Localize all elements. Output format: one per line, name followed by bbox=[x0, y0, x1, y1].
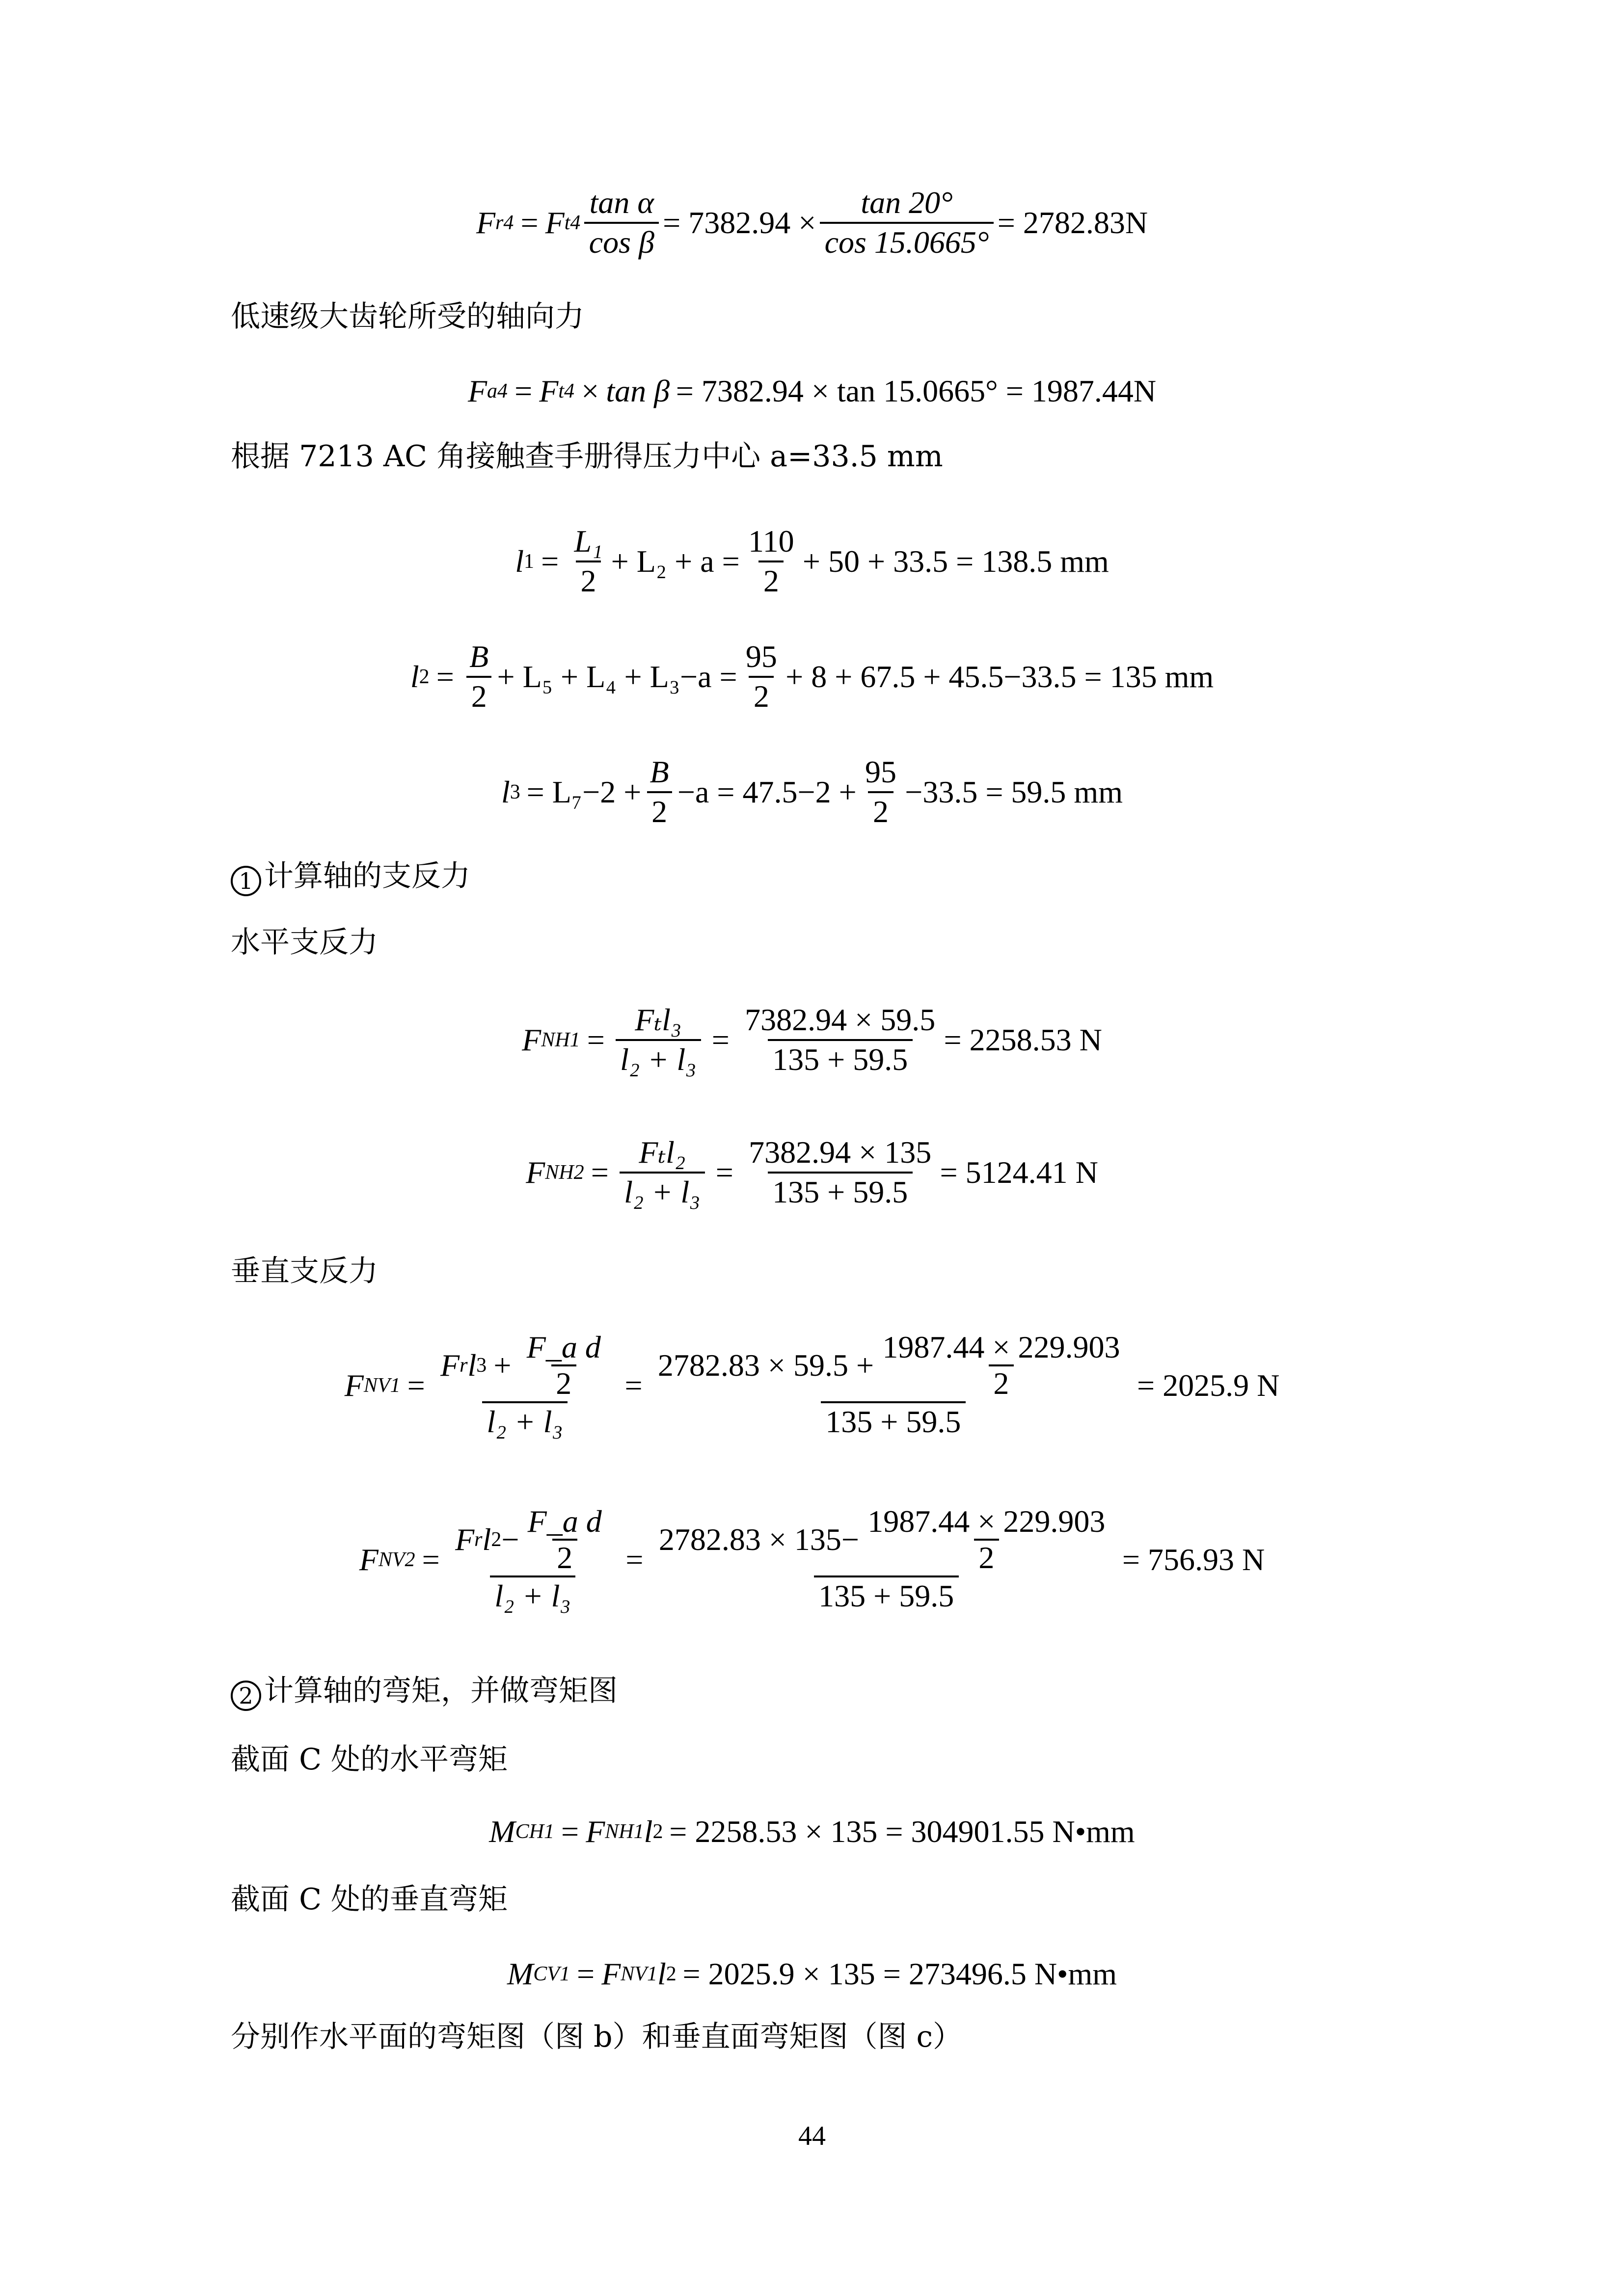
text-vertical-reaction: 垂直支反力 bbox=[231, 1254, 378, 1288]
eq8-den-b: 135 + 59.5 bbox=[821, 1401, 966, 1441]
eq3-result: + 50 + 33.5 = 138.5 mm bbox=[802, 544, 1109, 579]
eq4-result: + 8 + 67.5 + 45.5−33.5 = 135 mm bbox=[785, 659, 1214, 694]
eq4-mid: + L₅ + L₄ + L₃−a = bbox=[497, 659, 737, 694]
equation-l2: l 2 = $\frac{B}{2}$ + L₅ + L₄ + L₃−a = $\frac{95}{2}$ + 8 + 67.5 + 45.5−33.5 = 135 mm bbox=[0, 638, 1624, 716]
eq1-result: = 2782.83N bbox=[997, 205, 1148, 240]
eq6-num-a: Fₜl₃ bbox=[635, 1002, 682, 1037]
eq9-result: = 756.93 N bbox=[1122, 1542, 1265, 1577]
eq6-den-b: 135 + 59.5 bbox=[768, 1039, 913, 1079]
eq6-num-b: 7382.94 × 59.5 bbox=[745, 1002, 936, 1037]
eq8-den-a: l₂ + l₃ bbox=[482, 1401, 568, 1441]
equation-fnh2: F NH2 = $\frac{\text{Fₜl₂}}{\text{l₂ + l₃}}$ = $\frac{7382.94 \times 135}{135 + 59.5}$ = 5124.41 N bbox=[0, 1134, 1624, 1211]
eq5-den-a: 2 bbox=[647, 791, 672, 831]
eq8-num-b-pre: 2782.83 × 59.5 + bbox=[657, 1347, 874, 1383]
eq8-result: = 2025.9 N bbox=[1137, 1367, 1280, 1403]
eq1-mid: = 7382.94 × bbox=[663, 205, 816, 240]
eq3-mid: + L₂ + a = bbox=[611, 544, 740, 579]
equation-fa4: F a4 = F t4 × tan β = 7382.94 × tan 15.0665° = 1987.44N bbox=[467, 374, 1157, 408]
eq3-num-b: 110 bbox=[748, 524, 794, 559]
eq9-inner-den-b: 2 bbox=[974, 1539, 999, 1575]
eq3-num-a: L₁ bbox=[574, 524, 603, 559]
eq9-den-b: 135 + 59.5 bbox=[814, 1575, 959, 1615]
eq8-inner-num: F_a d bbox=[526, 1330, 601, 1364]
circled-number-2: 2 bbox=[231, 1681, 261, 1711]
equation-fr4: F r4 = F t4 $\frac{\text{tan α}}{\text{cos β}}$ = 7382.94 × $\frac{\tan 20^\circ}{\cos 15.0665^\circ}$ = 2782.83N bbox=[0, 184, 1624, 262]
eq4-num-a: B bbox=[469, 639, 489, 674]
text-diagram-note: 分别作水平面的弯矩图（图 b）和垂直面弯矩图（图 c） bbox=[231, 2020, 963, 2054]
eq3-den-a: 2 bbox=[576, 561, 601, 600]
equation-fnh1: F NH1 = $\frac{\text{Fₜl₃}}{\text{l₂ + l₃}}$ = $\frac{7382.94 \times 59.5}{135 + 59.5}$ = 2258.53 N bbox=[0, 1001, 1624, 1079]
equation-l1: l 1 = $\frac{\text{L₁}}{2}$ + L₂ + a = $\frac{110}{2}$ + 50 + 33.5 = 138.5 mm bbox=[0, 523, 1624, 600]
section-bending-moment bbox=[231, 1676, 618, 1711]
eq4-num-b: 95 bbox=[745, 639, 777, 674]
section-title-2: 计算轴的弯矩，并做弯矩图 bbox=[264, 1674, 618, 1708]
eq9-den-a: l₂ + l₃ bbox=[490, 1575, 575, 1615]
eq5-result: −33.5 = 59.5 mm bbox=[905, 774, 1123, 809]
eq1-den-b: cos 15.0665° bbox=[820, 222, 994, 262]
eq8-inner-num-b: 1987.44 × 229.903 bbox=[882, 1330, 1120, 1364]
eq7-den-b: 135 + 59.5 bbox=[768, 1172, 913, 1211]
page-number: 44 bbox=[798, 2121, 826, 2151]
circled-number-1: 1 bbox=[231, 866, 261, 896]
eq5-num-a: B bbox=[650, 754, 669, 789]
eq7-result: = 5124.41 N bbox=[940, 1155, 1098, 1190]
equation-mcv1: M CV1 = F NV1 l 2 = 2025.9 × 135 = 273496.5 N•mm bbox=[507, 1956, 1117, 1991]
equation-l3: l 3 = L₇−2 + $\frac{B}{2}$ −a = 47.5−2 + $\frac{95}{2}$ −33.5 = 59.5 mm bbox=[0, 753, 1624, 831]
eq6-result: = 2258.53 N bbox=[944, 1022, 1102, 1057]
section-support-reaction bbox=[231, 861, 470, 896]
eq1-num-a: tan α bbox=[589, 185, 654, 220]
eq5-lhs: = L₇−2 + bbox=[526, 774, 642, 809]
text-horizontal-reaction: 水平支反力 bbox=[231, 925, 378, 960]
eq9-num-b-pre: 2782.83 × 135− bbox=[658, 1522, 859, 1557]
eq8-inner-den: 2 bbox=[551, 1364, 576, 1401]
eq7-num-a: Fₜl₂ bbox=[639, 1135, 686, 1170]
text-axial-force-heading: 低速级大齿轮所受的轴向力 bbox=[231, 299, 584, 334]
eq5-mid: −a = 47.5−2 + bbox=[677, 774, 857, 809]
section-title-1: 计算轴的支反力 bbox=[264, 859, 470, 893]
eq5-den-b: 2 bbox=[868, 791, 893, 831]
eq2-rhs: = 7382.94 × tan 15.0665° = 1987.44N bbox=[676, 374, 1157, 408]
eq3-den-b: 2 bbox=[758, 561, 784, 600]
eq10-rhs: = 2258.53 × 135 = 304901.55 N•mm bbox=[669, 1814, 1135, 1849]
eq6-den-a: l₂ + l₃ bbox=[616, 1039, 701, 1079]
eq9-inner-num: F_a d bbox=[527, 1504, 602, 1539]
eq7-num-b: 7382.94 × 135 bbox=[749, 1135, 932, 1170]
eq9-inner-num-b: 1987.44 × 229.903 bbox=[867, 1504, 1106, 1539]
equation-fnv2: F NV2 = F r l 2 − $\frac{\text{F\_a d}}{2}$ l₂ + l₃ = 2782.83 × 135− $\frac{1987.44 \times 229.903}{2}$ 135 + 59.5 = 756.93 N bbox=[0, 1504, 1624, 1615]
eq4-den-a: 2 bbox=[466, 676, 491, 716]
eq9-inner-den: 2 bbox=[552, 1539, 577, 1575]
text-bearing-reference: 根据 7213 AC 角接触查手册得压力中心 a=33.5 mm bbox=[231, 439, 943, 474]
equation-fnv1: F NV1 = F r l 3 + $\frac{\text{F\_a d}}{2}$ l₂ + l₃ = 2782.83 × 59.5 + $\frac{1987.44 \times 229.903}{2}$ 135 + 59.5 = 2025.9 N bbox=[0, 1330, 1624, 1441]
eq1-num-b: tan 20° bbox=[861, 185, 953, 220]
eq7-den-a: l₂ + l₃ bbox=[620, 1172, 705, 1211]
text-vertical-moment: 截面 C 处的垂直弯矩 bbox=[231, 1882, 508, 1917]
eq11-rhs: = 2025.9 × 135 = 273496.5 N•mm bbox=[682, 1956, 1117, 1991]
eq5-num-b: 95 bbox=[865, 754, 896, 789]
text-horizontal-moment: 截面 C 处的水平弯矩 bbox=[231, 1742, 508, 1777]
eq4-den-b: 2 bbox=[749, 676, 774, 716]
equation-mch1: M CH1 = F NH1 l 2 = 2258.53 × 135 = 304901.55 N•mm bbox=[489, 1814, 1135, 1849]
eq8-inner-den-b: 2 bbox=[989, 1364, 1014, 1401]
eq1-den-a: cos β bbox=[584, 222, 659, 262]
